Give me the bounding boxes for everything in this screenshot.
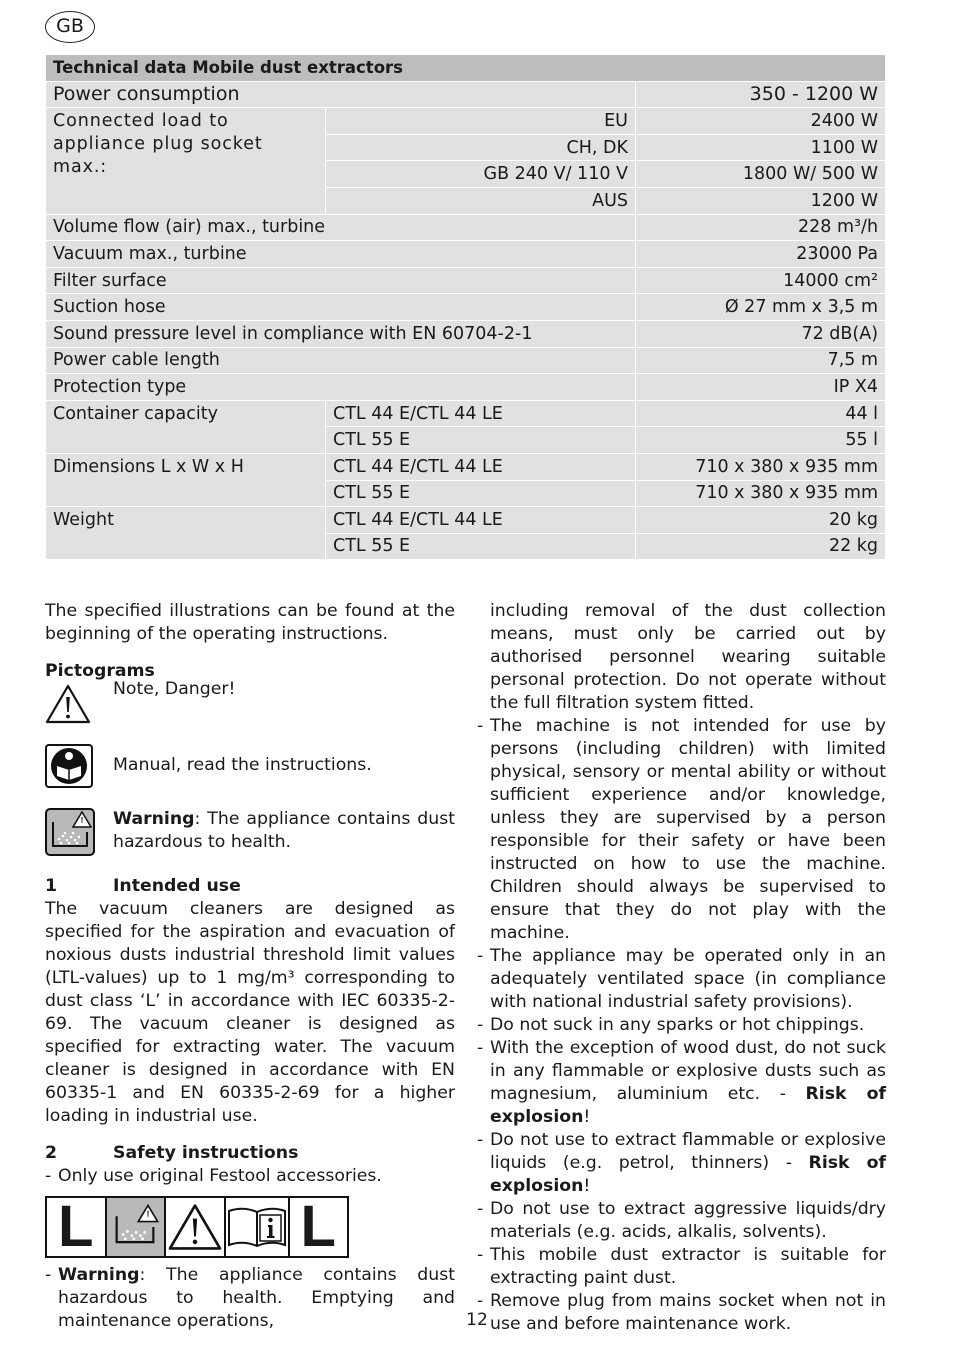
row-value: 72 dB(A) [636, 320, 886, 347]
hazardous-dust-icon [45, 808, 95, 863]
exclamation: ! [583, 1107, 591, 1127]
table-row [46, 241, 886, 268]
row-value: 1800 W/ 500 W [636, 161, 886, 188]
warning-text: : The appliance contains dust hazardous to health. Emptying and maintenance operations, [58, 1265, 455, 1331]
row-label: Connected load to appliance plug socket max.: [46, 108, 326, 214]
row-label: Sound pressure level in compliance with EN 60704-2-1 [46, 320, 636, 347]
row-value: 350 - 1200 W [636, 81, 886, 108]
section-1-heading [45, 875, 455, 898]
model-cell: CTL 55 E [326, 427, 636, 454]
table-row [46, 507, 886, 534]
region-cell: AUS [326, 187, 636, 214]
table-row [46, 400, 886, 427]
row-value: 2400 W [636, 108, 886, 135]
intro-text: The specified illustrations can be found at the beginning of the operating instructions. [45, 601, 455, 644]
list-item: - The machine is not intended for use by persons (including children) with limited physical, sensory or mental ability or without sufficient experience and/or knowledge, unless they are supervised by a person responsible for their safety or have been instructed on how to use the machine. Children should always be supervised to ensure that they do not play with the machine. [477, 715, 886, 945]
warning-triangle-icon [166, 1198, 226, 1256]
row-label: Power cable length [46, 347, 636, 374]
model-cell: CTL 44 E/CTL 44 LE [326, 453, 636, 480]
row-value: 710 x 380 x 935 mm [636, 480, 886, 507]
table-row [46, 81, 886, 108]
row-value: 20 kg [636, 507, 886, 534]
list-item: - Do not suck in any sparks or hot chippings. [477, 1014, 886, 1037]
section-title: Intended use [113, 876, 241, 896]
risk-label: Risk of explosion [490, 1084, 886, 1127]
row-label: Weight [46, 507, 326, 560]
row-value: 14000 cm² [636, 267, 886, 294]
warning-triangle-icon [45, 683, 95, 732]
section-number: 1 [45, 876, 58, 896]
model-cell: CTL 44 E/CTL 44 LE [326, 507, 636, 534]
table-row [46, 453, 886, 480]
safety-list [477, 715, 886, 1336]
warning-label: Warning [113, 809, 195, 829]
list-item [477, 1129, 886, 1198]
table-row [46, 267, 886, 294]
section-title: Safety instructions [113, 1143, 299, 1163]
table-row [46, 320, 886, 347]
model-cell: CTL 44 E/CTL 44 LE [326, 400, 636, 427]
row-label: Suction hose [46, 294, 636, 321]
list-item-text: With the exception of wood dust, do not suck in any flammable or explosive dusts such as magnesium, aluminium etc. - [490, 1038, 886, 1104]
right-column [477, 600, 886, 1336]
row-value: 55 l [636, 427, 886, 454]
manual-info-icon [226, 1198, 290, 1256]
row-value: 23000 Pa [636, 241, 886, 268]
pictogram-label: Manual, read the instructions. [113, 755, 372, 775]
row-value: 1100 W [636, 134, 886, 161]
region-cell: GB 240 V/ 110 V [326, 161, 636, 188]
row-label: Filter surface [46, 267, 636, 294]
row-value: 7,5 m [636, 347, 886, 374]
region-cell: EU [326, 108, 636, 135]
list-item [477, 1037, 886, 1129]
row-value: Ø 27 mm x 3,5 m [636, 294, 886, 321]
table-row [46, 347, 886, 374]
risk-label: Risk of explosion [490, 1153, 887, 1196]
dust-class-l-icon: L [47, 1198, 107, 1256]
continuation-text: including removal of the dust collection means, must only be carried out by authorised personnel wearing suitable personal protection. Do not operate without the full filtration system fitted. [490, 601, 886, 713]
row-label: Dimensions L x W x H [46, 453, 326, 506]
pictogram-danger [45, 679, 455, 732]
region-cell: CH, DK [326, 134, 636, 161]
table-row [46, 108, 886, 135]
section-1-body: The vacuum cleaners are designed as specified for the aspiration and evacuation of noxious dusts industrial threshold limit values (LTL-values) up to 1 mg/m³ corresponding to dust class ‘L’ in accordance with IEC 60335-2-69. The vacuum cleaner is designed as specified for extracting water. The vacuum cleaner is designed in accordance with EN 60335-1 and EN 60335-2-69 for a higher loading in industrial use. [45, 899, 455, 1126]
list-item: - Remove plug from mains socket when not in use and before maintenance work. [477, 1290, 886, 1336]
table-row [46, 214, 886, 241]
exclamation: ! [583, 1176, 591, 1196]
row-value: 228 m³/h [636, 214, 886, 241]
warning-text: : The appliance contains dust hazardous to health. [113, 809, 455, 852]
warning-label: Warning [58, 1265, 140, 1285]
hazardous-dust-icon [107, 1198, 167, 1256]
safety-list [45, 1165, 455, 1188]
dust-class-l-icon: L [300, 1194, 336, 1259]
row-value: 710 x 380 x 935 mm [636, 453, 886, 480]
row-value: IP X4 [636, 374, 886, 401]
model-cell: CTL 55 E [326, 533, 636, 560]
pictogram-label [113, 808, 455, 854]
model-cell: CTL 55 E [326, 480, 636, 507]
list-item: - Only use original Festool accessories. [45, 1165, 455, 1188]
read-manual-icon [45, 744, 95, 795]
list-item-text: Do not use to extract flammable or explosive liquids (e.g. petrol, thinners) - [490, 1130, 886, 1173]
row-value: 1200 W [636, 187, 886, 214]
list-item: - The appliance may be operated only in an adequately ventilated space (in compliance with national industrial safety provisions). [477, 945, 886, 1014]
row-label: Vacuum max., turbine [46, 241, 636, 268]
page-number: 12 [466, 1310, 488, 1330]
row-value: 44 l [636, 400, 886, 427]
row-label: Container capacity [46, 400, 326, 453]
pictogram-manual [45, 744, 455, 795]
pictogram-hazard-dust [45, 808, 455, 863]
safety-symbols-strip [45, 1196, 349, 1258]
row-label: Volume flow (air) max., turbine [46, 214, 636, 241]
pictogram-label: Note, Danger! [113, 679, 236, 699]
technical-data-table [45, 55, 886, 560]
list-item: - Do not use to extract aggressive liquids/dry materials (e.g. acids, alkalis, solvents). [477, 1198, 886, 1244]
row-label: Power consumption [46, 81, 636, 108]
table-title: Technical data Mobile dust extractors [46, 55, 886, 81]
row-label: Protection type [46, 374, 636, 401]
row-value: 22 kg [636, 533, 886, 560]
left-column [45, 600, 455, 1333]
country-badge: GB [45, 11, 95, 43]
table-row [46, 374, 886, 401]
section-2-heading [45, 1142, 455, 1165]
pictograms-heading: Pictograms [45, 661, 155, 681]
section-number: 2 [45, 1143, 58, 1163]
list-item: - This mobile dust extractor is suitable for extracting paint dust. [477, 1244, 886, 1290]
table-row [46, 294, 886, 321]
